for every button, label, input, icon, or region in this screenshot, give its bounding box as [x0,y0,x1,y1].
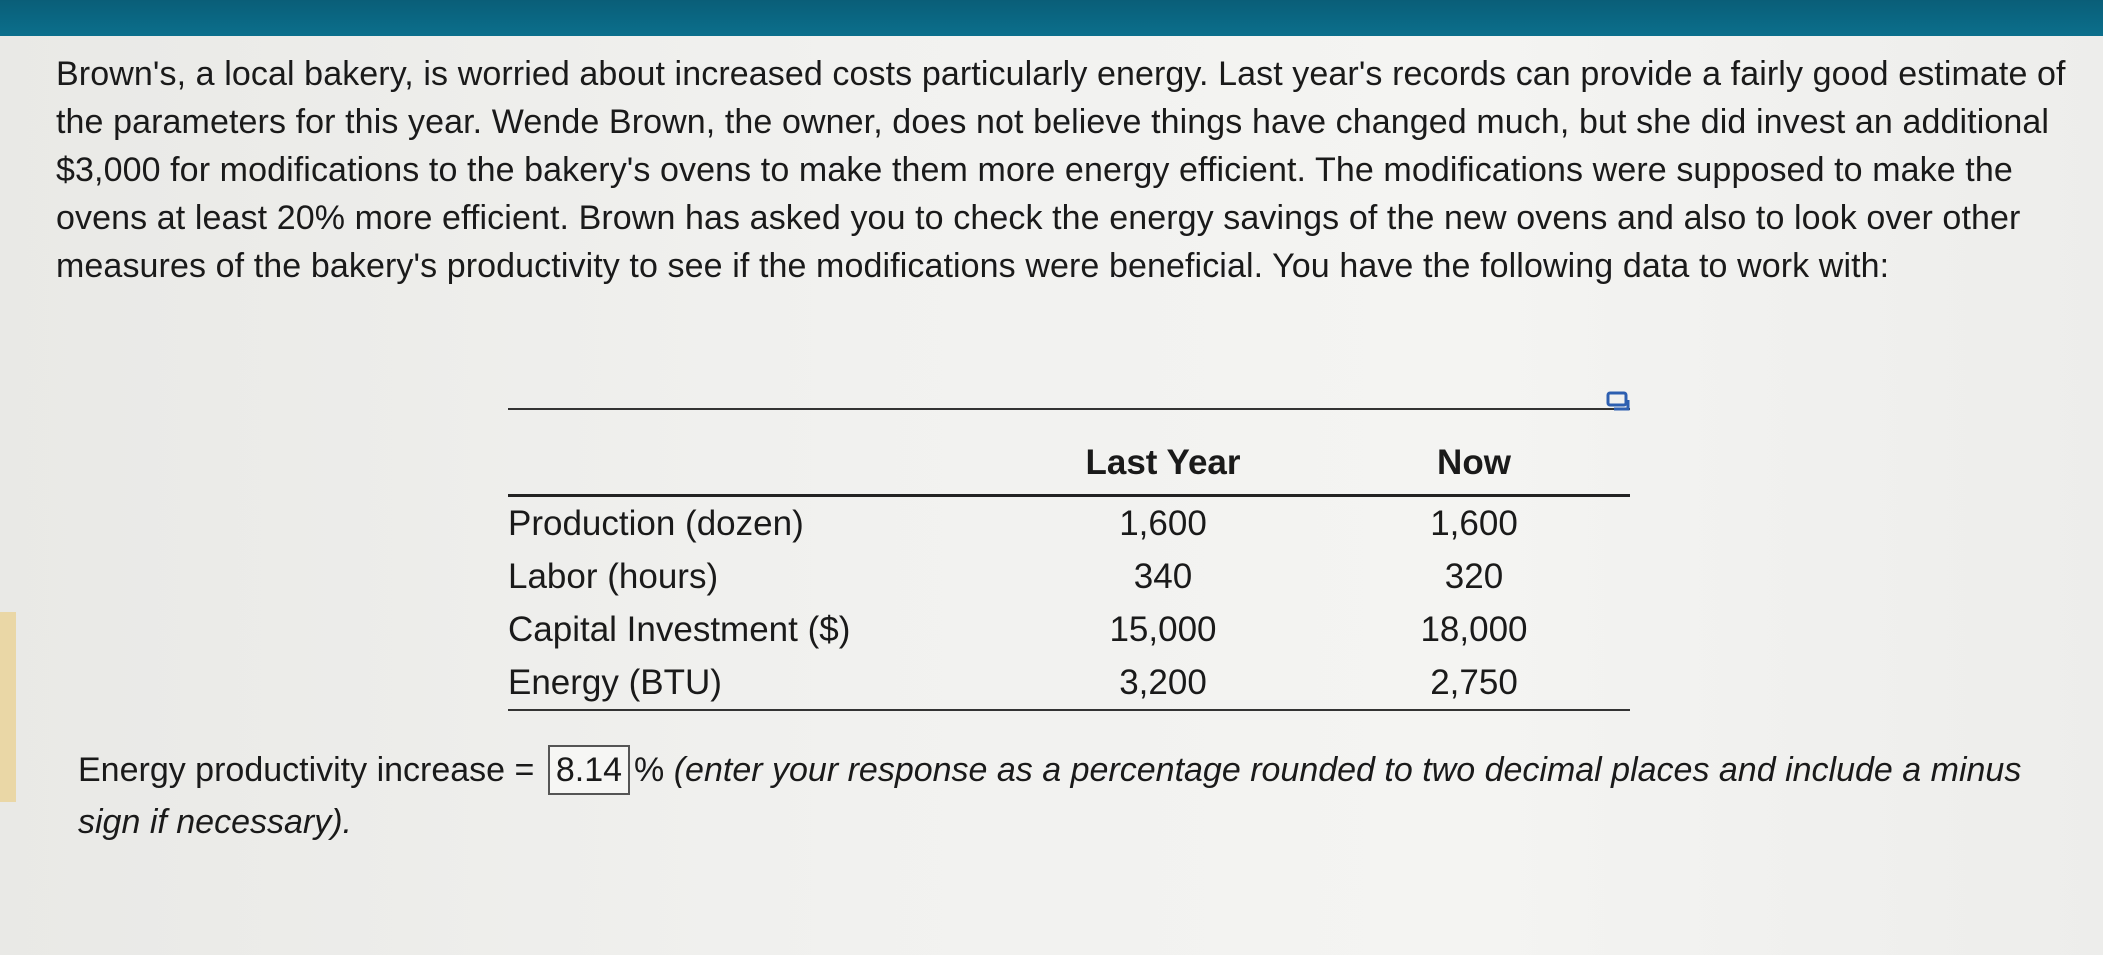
header-blank [508,432,1008,496]
row-label: Labor (hours) [508,556,719,596]
cell-now: 18,000 [1420,609,1528,649]
data-table [508,432,1630,711]
cell-last-year: 1,600 [1119,503,1207,543]
table-row [508,656,1630,710]
cell-last-year: 15,000 [1109,609,1217,649]
answer-unit: % [634,751,665,789]
table-row [508,496,1630,551]
cell-last-year: 3,200 [1008,656,1318,710]
table-top-rule [508,408,1630,410]
table-header-row [508,432,1630,496]
answer-input[interactable]: 8.14 [548,745,630,795]
answer-instructions: (enter your response as a percentage rounded to two decimal places and include a minus sign if necessary). [78,751,2022,841]
problem-statement: Brown's, a local bakery, is worried about increased costs particularly energy. Last year's records can provide a fairly good estimate of the parameters for this year. Wende Brown, the owner, does not believe things have changed much, but she did invest an additional $3,000 for modifications to the bakery's ovens to make them more energy efficient. The modifications were supposed to make the ovens at least 20% more efficient. Brown has asked you to check the energy savings of the new ovens and also to look over other measures of the bakery's productivity to see if the modifications were beneficial. You have the following data to work with: [56,55,2066,285]
cell-last-year: 340 [1133,556,1193,596]
cell-now: 2,750 [1318,656,1630,710]
answer-line [78,744,2038,848]
row-label: Production (dozen) [508,503,804,543]
cell-now: 320 [1444,556,1504,596]
cell-now: 1,600 [1430,503,1518,543]
top-bar [0,0,2103,36]
table-row [508,603,1630,656]
header-now: Now [1318,432,1630,496]
row-label: Energy (BTU) [508,656,1008,710]
row-label: Capital Investment ($) [508,609,851,649]
answer-prefix: Energy productivity increase = [78,751,535,789]
table-row [508,550,1630,603]
expand-table-icon[interactable] [1606,390,1632,414]
left-accent-strip [0,612,16,802]
header-last-year: Last Year [1008,432,1318,496]
